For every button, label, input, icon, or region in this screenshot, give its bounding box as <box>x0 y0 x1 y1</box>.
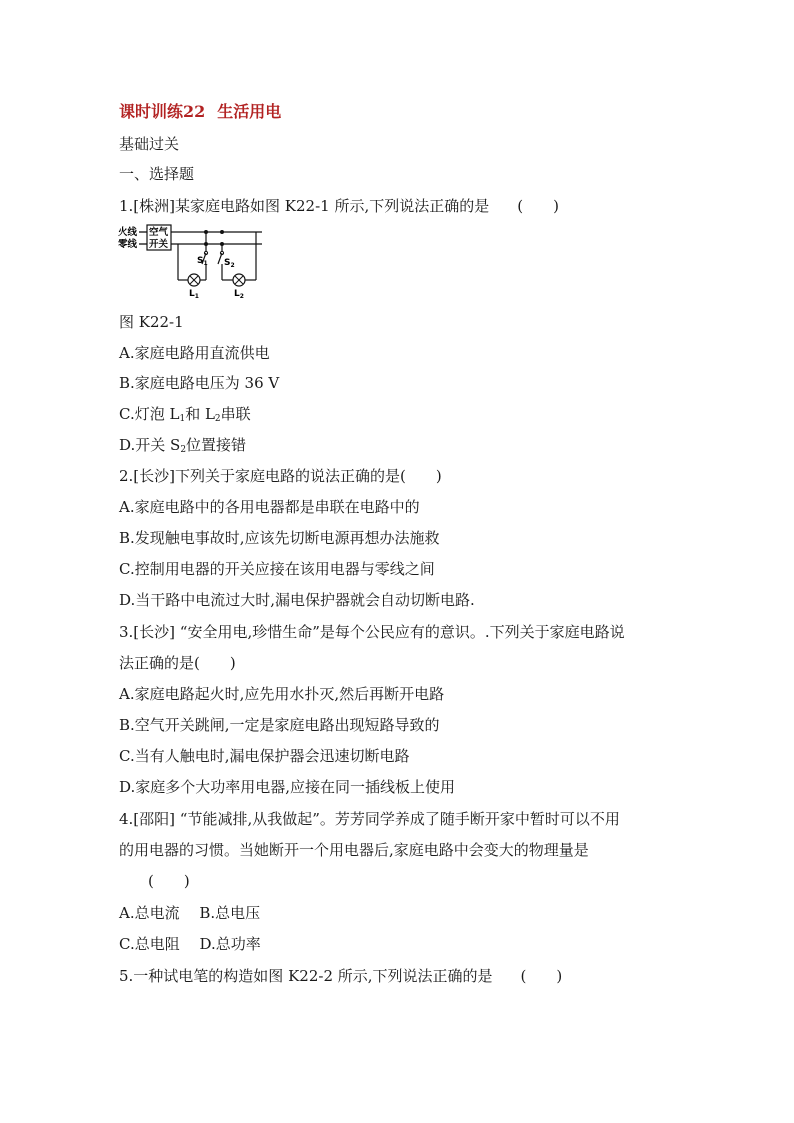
q3-option-a: A.家庭电路起火时,应先用水扑灭,然后再断开电路 <box>119 685 445 703</box>
q4-answer-paren: ( ) <box>148 872 190 890</box>
q3-stem-line1: 3.[长沙] “安全用电,珍惜生命”是每个公民应有的意识。.下列关于家庭电路说 <box>119 623 625 641</box>
breaker-label-bottom: 开关 <box>149 239 169 250</box>
q1-figure-caption: 图 K22-1 <box>119 313 184 331</box>
q2-option-d: D.当干路中电流过大时,漏电保护器就会自动切断电路. <box>119 591 475 609</box>
q1-option-d <box>119 435 246 460</box>
q4-stem-line2: 的用电器的习惯。当她断开一个用电器后,家庭电路中会变大的物理量是 <box>119 841 589 859</box>
lesson-number: 课时训练22 <box>119 102 206 121</box>
lesson-topic: 生活用电 <box>217 102 282 121</box>
q2-option-b: B.发现触电事故时,应该先切断电源再想办法施救 <box>119 529 440 547</box>
q1-option-b: B.家庭电路电压为 36 V <box>119 374 280 392</box>
q1-option-c-text: 串联 <box>220 405 251 423</box>
q1-option-d-text: D.开关 S <box>119 436 181 454</box>
subscript: 2 <box>180 445 187 455</box>
subscript: 1 <box>179 414 186 424</box>
neutral-wire-label: 零线 <box>118 239 138 250</box>
q2-option-a: A.家庭电路中的各用电器都是串联在电路中的 <box>119 498 420 516</box>
q1-option-c-text: C.灯泡 L <box>119 405 180 423</box>
subsection-heading: 一、选择题 <box>119 165 195 183</box>
q3-stem-line2: 法正确的是( ) <box>119 654 236 672</box>
q1-answer-paren: ( ) <box>517 197 559 215</box>
live-wire-label: 火线 <box>118 227 138 238</box>
q2-stem: 2.[长沙]下列关于家庭电路的说法正确的是( ) <box>119 467 442 485</box>
q4-options-ab: A.总电流 B.总电压 <box>119 904 261 922</box>
l2-label: $L_2$ <box>234 289 244 300</box>
junction-dot <box>220 230 224 234</box>
l1-label: $L_1$ <box>189 289 199 300</box>
q1-option-d-text: 位置接错 <box>186 436 247 454</box>
q5-stem <box>119 966 562 986</box>
q3-option-b: B.空气开关跳闸,一定是家庭电路出现短路导致的 <box>119 716 440 734</box>
q4-options-cd: C.总电阻 D.总功率 <box>119 935 261 953</box>
s2-label: $S_2$ <box>224 258 235 269</box>
q5-stem-text: 5.一种试电笔的构造如图 K22-2 所示,下列说法正确的是 <box>119 967 493 985</box>
q1-option-a: A.家庭电路用直流供电 <box>119 344 270 362</box>
s1-label: $S_1$ <box>197 256 208 267</box>
q2-option-c: C.控制用电器的开关应接在该用电器与零线之间 <box>119 560 435 578</box>
q4-stem-line1: 4.[邵阳] “节能减排,从我做起”。芳芳同学养成了随手断开家中暂时可以不用 <box>119 810 620 828</box>
section-heading: 基础过关 <box>119 135 180 153</box>
q1-stem <box>119 196 559 216</box>
q3-option-d: D.家庭多个大功率用电器,应接在同一插线板上使用 <box>119 778 456 796</box>
q1-stem-text: 1.[株洲]某家庭电路如图 K22-1 所示,下列说法正确的是 <box>119 197 490 215</box>
q3-option-c: C.当有人触电时,漏电保护器会迅速切断电路 <box>119 747 410 765</box>
lesson-title <box>119 102 281 122</box>
circuit-diagram <box>118 222 268 304</box>
q1-option-c-text: 和 L <box>185 405 215 423</box>
subscript: 2 <box>214 414 221 424</box>
q5-answer-paren: ( ) <box>520 967 563 985</box>
breaker-label-top: 空气 <box>149 227 169 238</box>
s2-blade <box>218 253 222 264</box>
q1-option-c <box>119 404 251 429</box>
